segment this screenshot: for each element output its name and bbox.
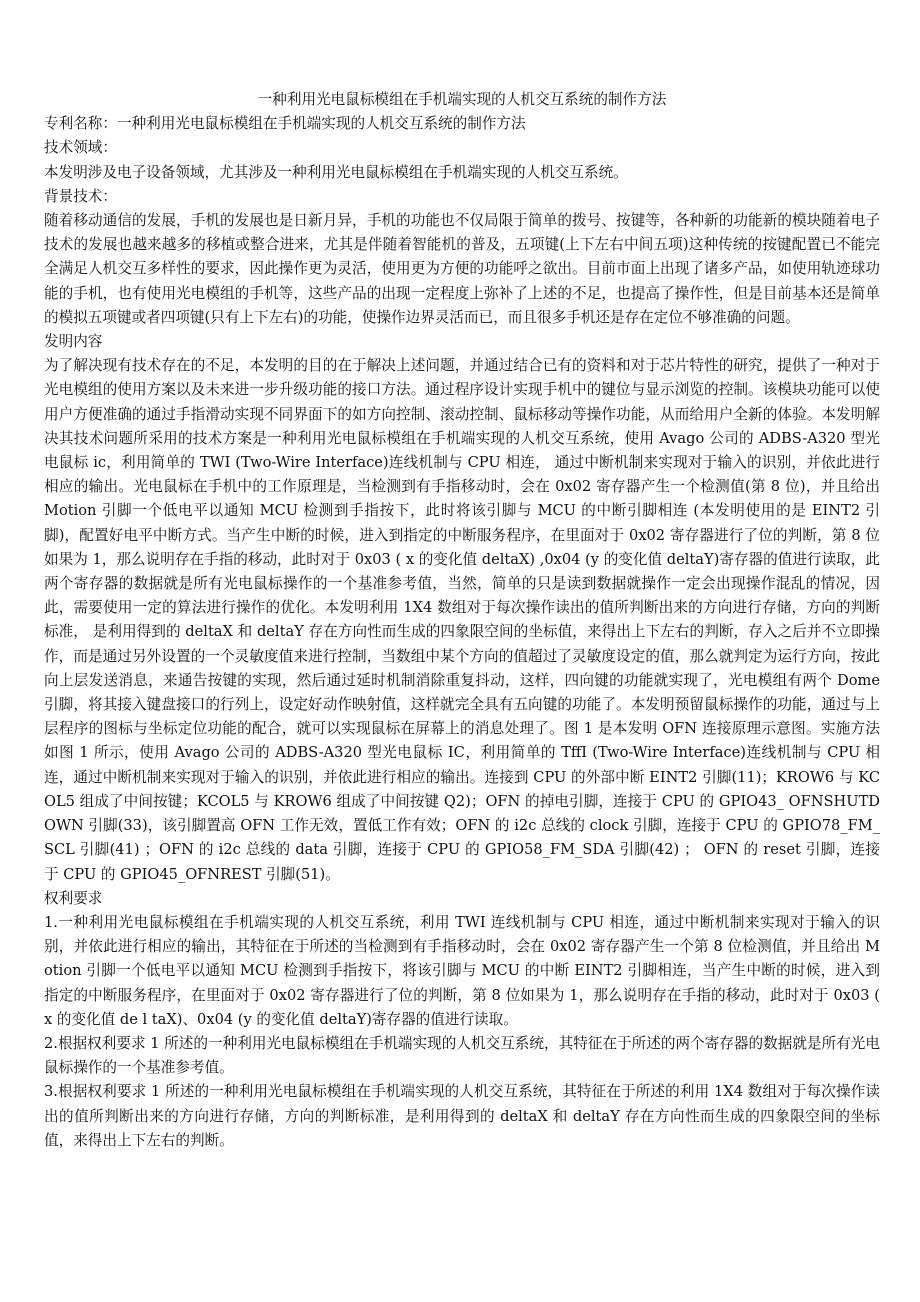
patent-name: 专利名称：一种利用光电鼠标模组在手机端实现的人机交互系统的制作方法	[44, 115, 526, 133]
field-text: 本发明涉及电子设备领域，尤其涉及一种利用光电鼠标模组在手机端实现的人机交互系统。	[44, 163, 628, 181]
document-title: 一种利用光电鼠标模组在手机端实现的人机交互系统的制作方法	[257, 91, 667, 108]
claims-heading: 权利要求	[44, 889, 103, 907]
claim-3: 3.根据权利要求 1 所述的一种利用光电鼠标模组在手机端实现的人机交互系统，其特征在于所述的利用 1X4 数组对于每次操作读出的值所判断出来的方向进行存储，方向的判断标准，是利用得到的 deltaX 和 deltaY 存在方向性而生成的四象限空间的坐标值，来得出上下左右的判断。	[44, 1083, 880, 1149]
background-heading: 背景技术：	[44, 187, 117, 205]
claim-2: 2.根据权利要求 1 所述的一种利用光电鼠标模组在手机端实现的人机交互系统，其特征在于所述的两个寄存器的数据就是所有光电鼠标操作的一个基准参考值。	[44, 1034, 880, 1077]
document-page	[44, 88, 880, 1153]
field-heading: 技术领域：	[44, 139, 117, 157]
invention-text: 为了解决现有技术存在的不足，本发明的目的在于解决上述问题，并通过结合已有的资料和对于芯片特性的研究，提供了一种对于光电模组的使用方案以及未来进一步升级功能的接口方法。通过程序设计实现手机中的键位与显示浏览的控制。该模块功能可以使用户方便准确的通过手指滑动实现不同界面下的如方向控制、滚动控制、鼠标移动等操作功能，从而给用户全新的体验。本发明解决其技术问题所采用的技术方案是一种利用光电鼠标模组在手机端实现的人机交互系统，使用 Avago 公司的 ADBS-A320 型光电鼠标 ic，利用简单的 TWI (Two-Wire Interface)连线机制与 CPU 相连， 通过中断机制来实现对于输入的识别，并依此进行相应的输出。光电鼠标在手机中的工作原理是，当检测到有手指移动时，会在 0x02 寄存器产生一个检测值(第 8 位)，并且给出 Motion 引脚一个低电平以通知 MCU 检测到手指按下，此时将该引脚与 MCU 的中断引脚相连 (本发明使用的是 EINT2 引脚)，配置好电平中断方式。当产生中断的时候，进入到指定的中断服务程序，在里面对于 0x02 寄存器进行了位的判断，第 8 位如果为 1，那么说明存在手指的移动，此时对于 0x03 ( x 的变化值 deltaX) ,0x04 (y 的变化值 deltaY)寄存器的值进行读取，此两个寄存器的数据就是所有光电鼠标操作的一个基准参考值，当然，简单的只是读到数据就操作一定会出现操作混乱的情况，因此，需要使用一定的算法进行操作的优化。本发明利用 1X4 数组对于每次操作读出的值所判断出来的方向进行存储，方向的判断标准， 是利用得到的 deltaX 和 deltaY 存在方向性而生成的四象限空间的坐标值，来得出上下左右的判断，存入之后并不立即操作，而是通过另外设置的一个灵敏度值来进行控制，当数组中某个方向的值超过了灵敏度设定的值，那么就判定为运行方向，按此向上层发送消息，来通告按键的实现，然后通过延时机制消除重复抖动，这样，四向键的功能就实现了，光电模组有两个 Dome 引脚，将其接入键盘接口的行列上，设定好动作映射值，这样就完全具有五向键的功能了。本发明预留鼠标操作的功能，通过与上层程序的图标与坐标定位功能的配合，就可以实现鼠标在屏幕上的消息处理了。图 1 是本发明 OFN 连接原理示意图。实施方法如图 1 所示，使用 Avago 公司的 ADBS-A320 型光电鼠标 IC，利用简单的 TffI (Two-Wire Interface)连线机制与 CPU 相连，通过中断机制来实现对于输入的识别，并依此进行相应的输出。连接到 CPU 的外部中断 EINT2 引脚(11)；KROW6 与 KCOL5 组成了中间按键；KCOL5 与 KROW6 组成了中间按键 Q2)；OFN 的掉电引脚，连接于 CPU 的 GPIO43_ OFNSHUTDOWN 引脚(33)，该引脚置高 OFN 工作无效，置低工作有效；OFN 的 i2c 总线的 clock 引脚，连接于 CPU 的 GPIO78_FM_SCL 引脚(41) ；OFN 的 i2c 总线的 data 引脚，连接于 CPU 的 GPIO58_FM_SDA 引脚(42) ； OFN 的 reset 引脚，连接于 CPU 的 GPIO45_OFNREST 引脚(51)。	[44, 357, 880, 883]
invention-heading: 发明内容	[44, 333, 103, 351]
background-text: 随着移动通信的发展，手机的发展也是日新月异，手机的功能也不仅局限于简单的拨号、按键等，各种新的功能新的模块随着电子技术的发展也越来越多的移植或整合进来，尤其是伴随着智能机的普及，五项键(上下左右中间五项)这种传统的按键配置已不能完全满足人机交互多样性的要求，因此操作更为灵活，使用更为方便的功能呼之欲出。目前市面上出现了诸多产品，如使用轨迹球功能的手机，也有使用光电模组的手机等，这些产品的出现一定程度上弥补了上述的不足，也提高了操作性，但是目前基本还是简单的模拟五项键或者四项键(只有上下左右)的功能，使操作边界灵活而已，而且很多手机还是存在定位不够准确的问题。	[44, 212, 880, 326]
claim-1: 1.一种利用光电鼠标模组在手机端实现的人机交互系统，利用 TWI 连线机制与 CPU 相连，通过中断机制来实现对于输入的识别，并依此进行相应的输出，其特征在于所述的当检测到有手指移动时，会在 0x02 寄存器产生一个第 8 位检测值，并且给出 Motion 引脚一个低电平以通知 MCU 检测到手指按下，将该引脚与 MCU 的中断 EINT2 引脚相连，当产生中断的时候，进入到指定的中断服务程序，在里面对于 0x02 寄存器进行了位的判断，第 8 位如果为 1，那么说明存在手指的移动，此时对于 0x03 ( x 的变化值 de l taX)、0x04 (y 的变化值 deltaY)寄存器的值进行读取。	[44, 913, 880, 1028]
